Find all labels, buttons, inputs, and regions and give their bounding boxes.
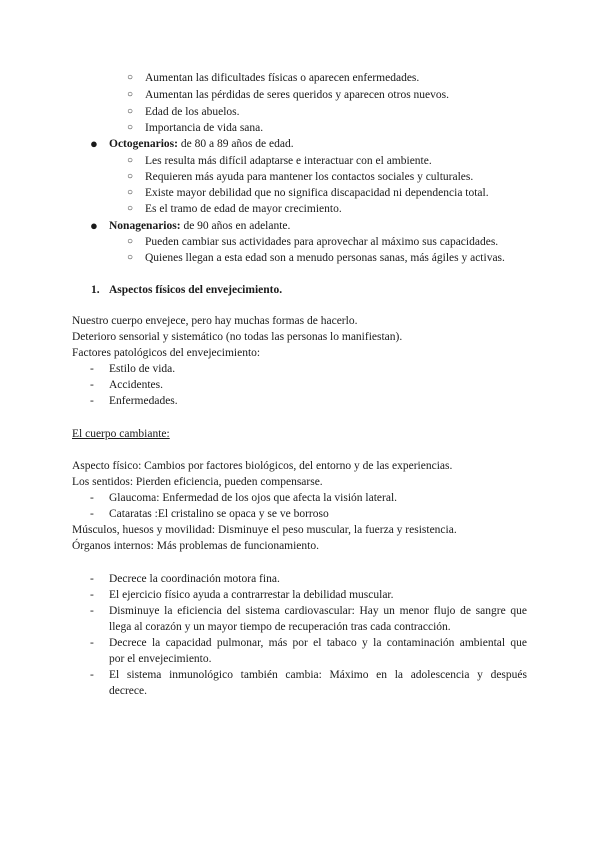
nonagenarios-heading xyxy=(109,219,290,233)
octogenarios-term: Octogenarios: xyxy=(109,138,178,150)
list-item: Quienes llegan a esta edad son a menudo personas sanas, más ágiles y activas. xyxy=(145,252,505,264)
circle-bullet-icon: ○ xyxy=(127,72,134,83)
subsection-heading: El cuerpo cambiante: xyxy=(72,428,170,440)
dash-bullet-icon: - xyxy=(90,573,94,585)
list-item-line: decrece. xyxy=(109,685,147,697)
paragraph: Órganos internos: Más problemas de funcionamiento. xyxy=(72,540,319,552)
paragraph: Músculos, huesos y movilidad: Disminuye el peso muscular, la fuerza y resistencia. xyxy=(72,524,457,536)
paragraph: Factores patológicos del envejecimiento: xyxy=(72,347,261,359)
circle-bullet-icon: ○ xyxy=(127,155,134,166)
dash-bullet-icon: - xyxy=(90,637,94,649)
list-item: Enfermedades. xyxy=(109,395,178,407)
section-number: 1. xyxy=(91,284,100,296)
circle-bullet-icon: ○ xyxy=(127,122,134,133)
list-item: Aumentan las dificultades físicas o aparecen enfermedades. xyxy=(145,72,420,84)
dash-bullet-icon: - xyxy=(90,492,94,504)
list-item: Aumentan las pérdidas de seres queridos y aparecen otros nuevos. xyxy=(145,89,450,101)
circle-bullet-icon: ○ xyxy=(127,203,134,214)
octogenarios-heading xyxy=(109,137,294,151)
dot-bullet-icon: ● xyxy=(90,218,98,233)
list-item-line: El sistema inmunológico también cambia: Máximo en la adolescencia y después xyxy=(109,669,527,681)
list-item: Existe mayor debilidad que no significa discapacidad ni dependencia total. xyxy=(145,187,489,199)
nonagenarios-desc: de 90 años en adelante. xyxy=(180,220,291,232)
dash-bullet-icon: - xyxy=(90,589,94,601)
circle-bullet-icon: ○ xyxy=(127,252,134,263)
list-item: Decrece la coordinación motora fina. xyxy=(109,573,280,585)
circle-bullet-icon: ○ xyxy=(127,171,134,182)
list-item: Glaucoma: Enfermedad de los ojos que afecta la visión lateral. xyxy=(109,492,398,504)
circle-bullet-icon: ○ xyxy=(127,106,134,117)
list-item: El ejercicio físico ayuda a contrarrestar la debilidad muscular. xyxy=(109,589,394,601)
circle-bullet-icon: ○ xyxy=(127,236,134,247)
paragraph: Nuestro cuerpo envejece, pero hay muchas formas de hacerlo. xyxy=(72,315,358,327)
list-item: Importancia de vida sana. xyxy=(145,122,264,134)
dash-bullet-icon: - xyxy=(90,605,94,617)
list-item: Pueden cambiar sus actividades para aprovechar al máximo sus capacidades. xyxy=(145,236,499,248)
octogenarios-desc: de 80 a 89 años de edad. xyxy=(177,138,294,150)
paragraph: Deterioro sensorial y sistemático (no todas las personas lo manifiestan). xyxy=(72,331,403,343)
dash-bullet-icon: - xyxy=(90,379,94,391)
paragraph: Los sentidos: Pierden eficiencia, pueden compensarse. xyxy=(72,476,323,488)
circle-bullet-icon: ○ xyxy=(127,187,134,198)
dot-bullet-icon: ● xyxy=(90,136,98,151)
list-item-line: llega al corazón y un mayor tiempo de recuperación tras cada contracción. xyxy=(109,621,451,633)
list-item: Cataratas :El cristalino se opaca y se ve borroso xyxy=(109,508,329,520)
list-item: Les resulta más difícil adaptarse e interactuar con el ambiente. xyxy=(145,155,432,167)
dash-bullet-icon: - xyxy=(90,508,94,520)
circle-bullet-icon: ○ xyxy=(127,89,134,100)
list-item: Accidentes. xyxy=(109,379,163,391)
dash-bullet-icon: - xyxy=(90,395,94,407)
dash-bullet-icon: - xyxy=(90,363,94,375)
section-title: Aspectos físicos del envejecimiento. xyxy=(109,284,283,296)
list-item: Edad de los abuelos. xyxy=(145,106,240,118)
list-item-line: por el envejecimiento. xyxy=(109,653,212,665)
dash-bullet-icon: - xyxy=(90,669,94,681)
list-item-line: Decrece la capacidad pulmonar, más por el tabaco y la contaminación ambiental que xyxy=(109,637,527,649)
paragraph: Aspecto físico: Cambios por factores biológicos, del entorno y de las experiencias. xyxy=(72,460,453,472)
list-item: Estilo de vida. xyxy=(109,363,176,375)
list-item: Es el tramo de edad de mayor crecimiento. xyxy=(145,203,342,215)
list-item-line: Disminuye la eficiencia del sistema cardiovascular: Hay un menor flujo de sangre que xyxy=(109,605,527,617)
nonagenarios-term: Nonagenarios: xyxy=(109,220,181,232)
list-item: Requieren más ayuda para mantener los contactos sociales y culturales. xyxy=(145,171,474,183)
